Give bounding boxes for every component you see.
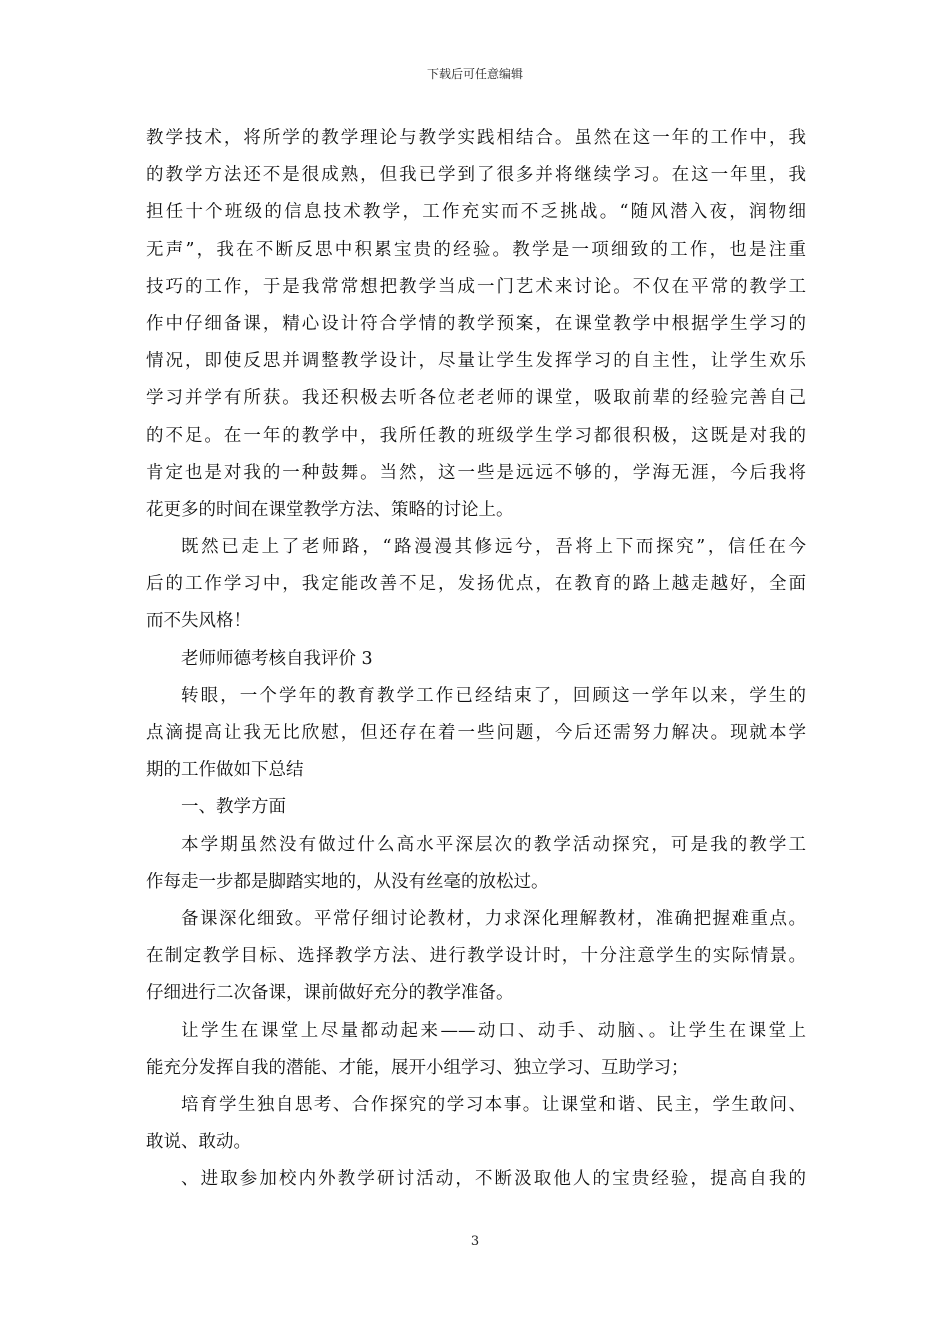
text-line: 仔细进行二次备课，课前做好充分的教学准备。 xyxy=(146,983,514,1004)
paragraph-start-line: 本学期虽然没有做过什么高水平深层次的教学活动探究，可是我的教学工 xyxy=(181,834,806,855)
text-line: 情况，即使反思并调整教学设计，尽量让学生发挥学习的自主性，让学生欢乐 xyxy=(146,351,806,372)
paragraph-start-line: 培育学生独自思考、合作探究的学习本事。让课堂和谐、民主，学生敢问、 xyxy=(181,1094,806,1115)
text-line: 教学技术，将所学的教学理论与教学实践相结合。虽然在这一年的工作中，我 xyxy=(146,128,806,148)
text-line: 期的工作做如下总结 xyxy=(146,760,304,781)
paragraph-start-line: 既然已走上了老师路，“路漫漫其修远兮，吾将上下而探究”，信任在今 xyxy=(181,537,806,558)
text-line: 学习并学有所获。我还积极去听各位老老师的课堂，吸取前辈的经验完善自己 xyxy=(146,388,806,409)
paragraph-start-line: 转眼，一个学年的教育教学工作已经结束了，回顾这一学年以来，学生的 xyxy=(181,685,806,706)
text-line: 的不足。在一年的教学中，我所任教的班级学生学习都很积极，这既是对我的 xyxy=(146,425,806,446)
text-line: 作每走一步都是脚踏实地的，从没有丝毫的放松过。 xyxy=(146,871,549,892)
section-heading: 老师师德考核自我评价 3 xyxy=(181,648,373,669)
text-line: 后的工作学习中，我定能改善不足，发扬优点，在教育的路上越走越好，全面 xyxy=(146,574,806,595)
text-line: 技巧的工作，于是我常常想把教学当成一门艺术来讨论。不仅在平常的教学工 xyxy=(146,276,806,297)
text-line: 花更多的时间在课堂教学方法、策略的讨论上。 xyxy=(146,499,514,520)
text-line: 担任十个班级的信息技术教学，工作充实而不乏挑战。“随风潜入夜，润物细 xyxy=(146,202,806,223)
text-line: 在制定教学目标、选择教学方法、进行教学设计时，十分注意学生的实际情景。 xyxy=(146,946,806,967)
text-line: 而不失风格！ xyxy=(146,611,251,632)
page-header: 下载后可任意编辑 xyxy=(426,67,523,81)
text-line: 肯定也是对我的一种鼓舞。当然，这一些是远远不够的，学海无涯，今后我将 xyxy=(146,462,806,483)
text-line: 作中仔细备课，精心设计符合学情的教学预案，在课堂教学中根据学生学习的 xyxy=(146,313,806,334)
paragraph-start-line: 、进取参加校内外教学研讨活动，不断汲取他人的宝贵经验，提高自我的 xyxy=(181,1169,806,1190)
paragraph-start-line: 让学生在课堂上尽量都动起来——动口、动手、动脑、。让学生在课堂上 xyxy=(181,1020,806,1041)
text-line: 能充分发挥自我的潜能、才能，展开小组学习、独立学习、互助学习； xyxy=(146,1057,689,1078)
text-line: 敢说、敢动。 xyxy=(146,1132,251,1153)
text-line: 点滴提高让我无比欣慰，但还存在着一些问题，今后还需努力解决。现就本学 xyxy=(146,723,806,743)
text-line: 无声”，我在不断反思中积累宝贵的经验。教学是一项细致的工作，也是注重 xyxy=(146,239,806,260)
page-number: 3 xyxy=(470,1234,480,1249)
text-line: 的教学方法还不是很成熟，但我已学到了很多并将继续学习。在这一年里，我 xyxy=(146,165,806,186)
subsection-heading: 一、教学方面 xyxy=(181,797,286,818)
document-body xyxy=(146,120,806,1198)
paragraph-start-line: 备课深化细致。平常仔细讨论教材，力求深化理解教材，准确把握难重点。 xyxy=(181,908,806,929)
